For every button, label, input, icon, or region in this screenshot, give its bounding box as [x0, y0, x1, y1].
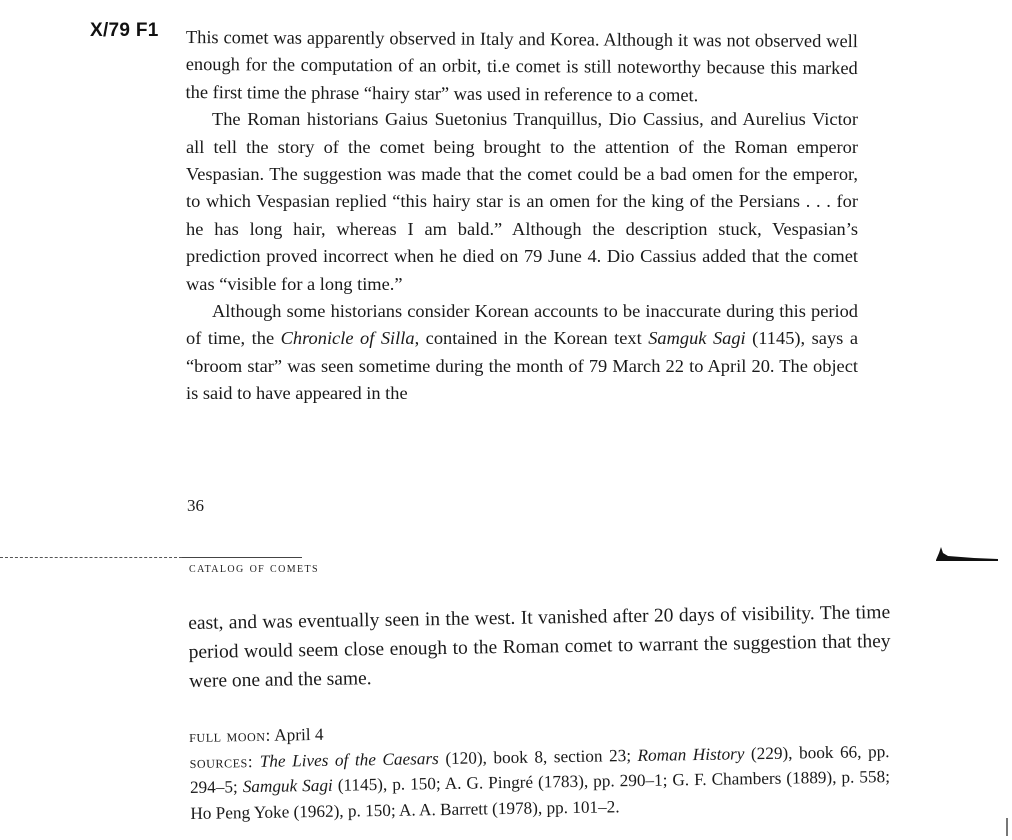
text-run: , contained in the Korean text [414, 328, 649, 349]
text-run: (229), book 66, pp. 294–5; [189, 741, 890, 797]
scan-edge-tick [1006, 818, 1008, 836]
title-samguk-sagi: Samguk Sagi [648, 328, 746, 349]
text-run: Although some historians consider Korean accounts to be inaccurate during this period of time, the [186, 301, 858, 349]
full-moon-label: full moon: [189, 725, 272, 746]
page-break-rule [182, 557, 302, 558]
text-run: (120), book 8, section 23; [438, 745, 638, 768]
text-run: (1145), p. 150; A. G. Pingré (1783), pp. 290–1; G. F. Chambers (1889), p. 558; Ho Peng Yoke (1962), p. 150; A. A. Barrett (1978), pp. 101–2. [190, 766, 891, 823]
entry-text-top [186, 24, 858, 408]
source-title: The Lives of the Caesars [259, 748, 439, 771]
text-run: (1145), says a “broom star” was seen sometime during the month of 79 March 22 to April 20. The object is said to have appeared in the [186, 328, 858, 404]
paragraph-roman-historians: The Roman historians Gaius Suetonius Tranquillus, Dio Cassius, and Aurelius Victor all tell the story of the comet being brought to the attention of the Roman emperor Vespasian. The suggestion was made that the comet could be a bad omen for the emperor, to which Vespasian replied “this hairy star is an omen for the king of the Persians . . . for he has long hair, whereas I am bald.” Although the description stuck, Vespasian’s prediction proved incorrect when he died on 79 June 4. Dio Cassius added that the comet was “visible for a long time.” [186, 109, 858, 294]
comet-designation: X/79 F1 [90, 20, 159, 41]
entry-continuation: east, and was eventually seen in the west. It vanished after 20 days of visibility. The time period would seem close enough to the Roman comet to warrant the suggestion that they were one and the same. [188, 601, 891, 692]
entry-references [189, 713, 891, 826]
paragraph-korean-accounts [186, 298, 858, 408]
sources-line [189, 739, 890, 826]
page-break-rule-dashed [0, 557, 182, 558]
title-chronicle-of-silla: Chronicle of Silla [280, 328, 415, 349]
full-moon-value: April 4 [270, 724, 324, 745]
page-number: 36 [187, 496, 204, 515]
scan-edge-mark-icon [934, 546, 998, 562]
sources-label: sources: [189, 751, 254, 772]
running-head: catalog of comets [189, 561, 320, 576]
paragraph-intro: This comet was apparently observed in Italy and Korea. Although it was not observed well enough for the computation of an orbit, ti.e comet is still noteworthy because this marked the first time the phrase “hairy star” was used in reference to a comet. [185, 26, 858, 105]
source-title: Samguk Sagi [242, 775, 333, 797]
source-title: Roman History [637, 743, 745, 765]
